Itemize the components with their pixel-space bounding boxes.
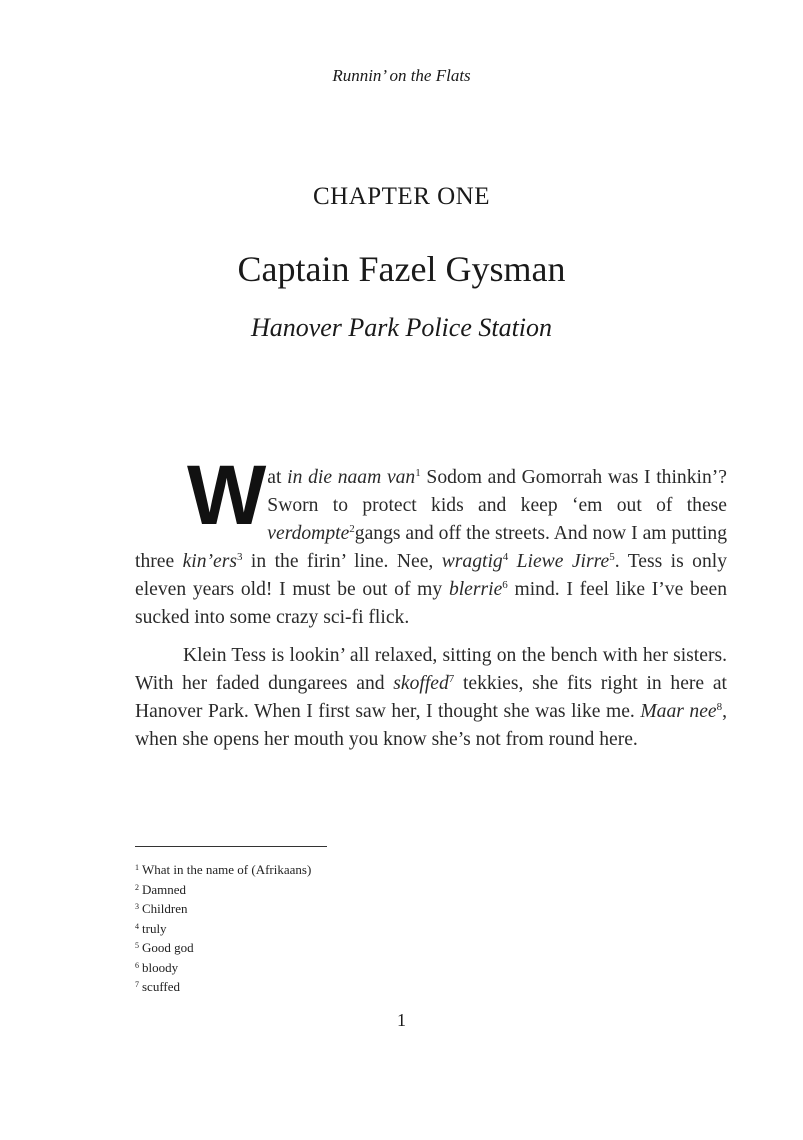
footnote-text: Children — [142, 901, 188, 916]
footnote-text: Damned — [142, 881, 187, 897]
text-run: Klein Tess is lookin’ all relaxed, sitting on the bench with her sisters. With her faded dungarees and — [135, 645, 727, 694]
footnote-ref: 3 — [237, 551, 243, 563]
afrikaans-phrase: wragtig — [441, 551, 503, 572]
footnote-text: bloody — [142, 959, 179, 975]
paragraph-1 — [135, 448, 727, 632]
footnote-text: scuffed — [142, 979, 181, 994]
afrikaans-phrase: blerrie — [448, 579, 503, 600]
text-run: , when she opens her mouth you know she’s not from round here. — [135, 701, 727, 750]
text-run: mind. I feel like I’ve been sucked into some crazy sci-fi flick. — [135, 579, 727, 628]
afrikaans-phrase: skoffed — [393, 673, 449, 694]
footnote-number: 1 — [135, 863, 139, 872]
footnote — [135, 938, 535, 958]
footnote-number: 4 — [135, 921, 139, 931]
text-run: gangs and off the streets. And now I am putting three — [135, 523, 727, 572]
drop-cap: W — [187, 448, 264, 542]
footnote-text: truly — [142, 920, 167, 936]
footnote-number: 7 — [135, 980, 139, 989]
footnote-ref: 7 — [448, 673, 455, 685]
footnote-number: 5 — [135, 941, 139, 950]
paragraph-2 — [135, 642, 727, 754]
footnote-number: 6 — [135, 960, 139, 970]
text-run — [508, 551, 516, 572]
text-run: tekkies, she fits right in here at Hanover Park. When I first saw her, I thought she was like me. — [135, 673, 727, 722]
footnote-text: Good god — [142, 940, 194, 955]
footnote-number: 2 — [135, 882, 139, 892]
footnote-ref: 5 — [609, 551, 615, 563]
footnote-ref: 1 — [415, 467, 421, 479]
text-run: at — [267, 467, 288, 488]
text-run: in the firin’ line. Nee, — [242, 551, 442, 572]
chapter-label: CHAPTER ONE — [312, 183, 491, 210]
footnote — [135, 919, 535, 939]
footnote — [135, 880, 535, 900]
footnote — [135, 977, 535, 997]
text-run: . Tess is only eleven years old! I must be out of my — [135, 551, 727, 600]
footnote-ref: 6 — [502, 579, 508, 591]
footnote-text: What in the name of (Afrikaans) — [142, 862, 312, 877]
running-header: Runnin’ on the Flats — [332, 66, 471, 85]
body-text — [135, 448, 727, 754]
footnote-ref: 4 — [502, 551, 509, 563]
afrikaans-phrase: in die naam van — [287, 467, 416, 488]
footnotes — [135, 860, 535, 997]
footnote-ref: 8 — [716, 701, 723, 713]
chapter-subtitle: Hanover Park Police Station — [250, 313, 553, 342]
afrikaans-phrase: Maar nee — [640, 701, 717, 722]
afrikaans-phrase: verdompte — [267, 523, 350, 544]
text-run: Sodom and Gomorrah was I thinkin’? Sworn to protect kids and keep ‘em out of these — [267, 467, 727, 516]
footnote-number: 3 — [135, 902, 139, 911]
footnote — [135, 860, 535, 880]
footnote-ref: 2 — [349, 523, 355, 535]
page-number: 1 — [397, 1010, 406, 1030]
chapter-title: Captain Fazel Gysman — [237, 249, 566, 289]
footnote — [135, 958, 535, 978]
afrikaans-phrase: Liewe Jirre — [516, 551, 610, 572]
afrikaans-phrase: kin’ers — [182, 551, 237, 572]
footnote-rule — [135, 846, 327, 847]
footnote — [135, 899, 535, 919]
